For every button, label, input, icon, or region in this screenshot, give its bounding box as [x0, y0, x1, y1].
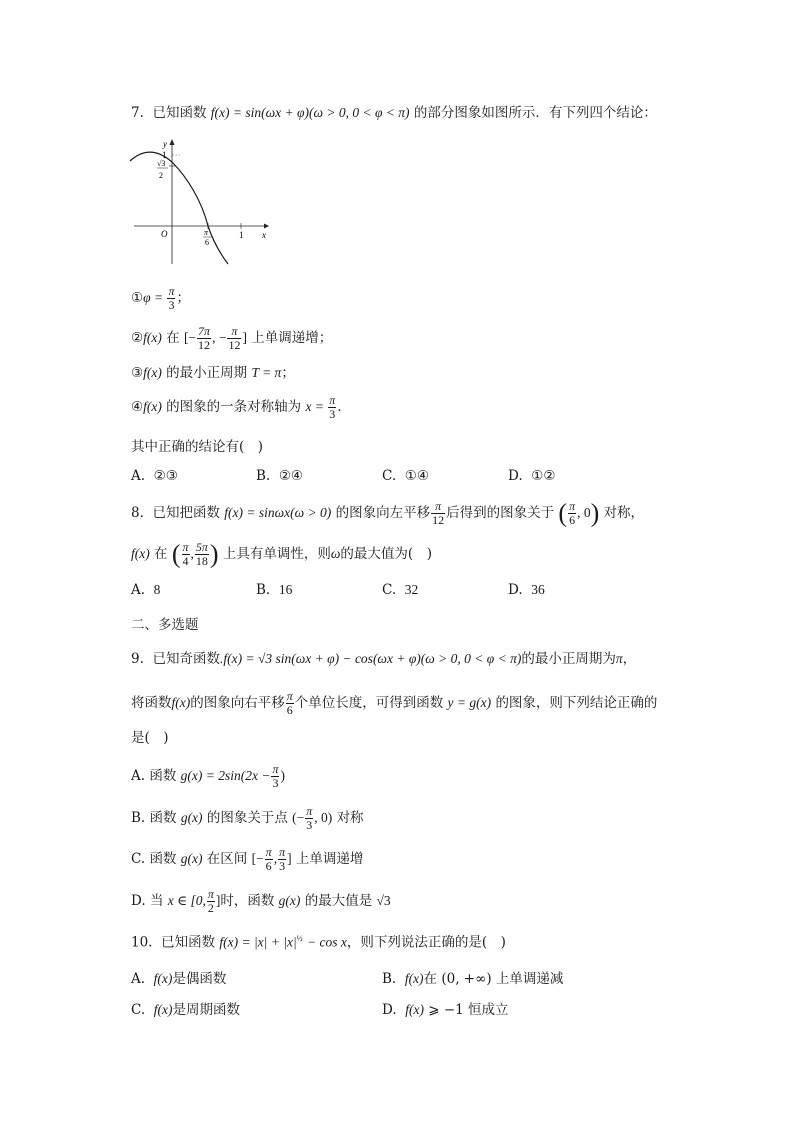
q7-stem [131, 104, 657, 122]
q7-option-d[interactable]: D. ①② [508, 468, 556, 484]
q9-option-d[interactable]: D. 当 x ∈ [0, $\frac{\pi}{2}$ ]时，函数 g(x) 的最大值是 √3 [131, 887, 391, 915]
q10-number: 10. [131, 934, 153, 951]
q8-option-d[interactable]: D. 36 [508, 582, 545, 598]
q8-number: 8. [131, 505, 144, 521]
y-tick-frac-num: √3 [157, 159, 166, 168]
y-axis-label: y [163, 139, 167, 149]
q8-stem-line2: f(x) 在 ( $\frac{\pi}{4}$ , $\frac{5\pi}{18}$ ) 上具有单调性，则ω的最大值为( ) [131, 539, 432, 569]
x-tick-frac-num: π [204, 228, 209, 237]
q7-statement-4: ④f(x) 的图象的一条对称轴为 x = $\frac{\pi}{3}$ ． [131, 393, 351, 421]
fraction: $\frac{7\pi}{12}$ [198, 324, 211, 352]
y-tick-frac-den: 2 [159, 171, 163, 180]
q9-option-a[interactable]: A. 函数 g(x) = 2sin(2x − $\frac{\pi}{3}$ ) [131, 762, 285, 790]
q9-option-b[interactable]: B. 函数 g(x) 的图象关于点 (− $\frac{\pi}{3}$ , 0) 对称 [131, 804, 364, 832]
fraction: $\frac{\pi}{12}$ [228, 324, 241, 352]
q9-stem-line3: 是( ) [131, 730, 169, 746]
q7-number: 7. [131, 105, 144, 121]
fraction: $\frac{\pi}{6}$ [286, 689, 293, 717]
q7-tail: 的部分图象如图所示．有下列四个结论： [413, 105, 657, 121]
section-heading: 二、多选题 [131, 617, 199, 633]
q10-option-a[interactable]: A. f(x)是偶函数 [131, 971, 227, 987]
q10-option-d[interactable]: D. f(x) ⩾ −1 恒成立 [382, 1002, 509, 1018]
q10-option-b[interactable]: B. f(x)在 (0, +∞) 上单调递减 [382, 971, 564, 987]
statement-mark: ① [131, 290, 144, 306]
q7-graph [128, 136, 278, 266]
q9-stem-line1: 9. 已知奇函数.f(x) = √3 sin(ωx + φ) − cos(ωx + φ)(ω > 0, 0 < φ < π)的最小正周期为π， [131, 651, 637, 667]
x-axis-label: x [262, 230, 266, 240]
q7-question: 其中正确的结论有( ) [131, 439, 264, 455]
sine-curve [130, 152, 228, 264]
q7-lead: 已知函数 [152, 105, 207, 121]
fraction: $\frac{\pi}{6}$ [265, 845, 272, 873]
q9-stem-line2: 将函数f(x)的图象向右平移 $\frac{\pi}{6}$ 个单位长度，可得到函数 y = g(x) 的图象，则下列结论正确的 [131, 689, 658, 717]
fraction: $\frac{\pi}{3}$ [272, 762, 279, 790]
x-axis-arrow [264, 224, 269, 229]
fraction: $\frac{\pi}{12}$ [432, 499, 445, 527]
y-axis-arrow [170, 139, 175, 145]
fraction: $\frac{\pi}{3}$ [279, 845, 286, 873]
q9-option-c[interactable]: C. 函数 g(x) 在区间 [− $\frac{\pi}{6}$ , $\frac{\pi}{3}$ ] 上单调递增 [131, 845, 364, 873]
q7-option-a[interactable]: A. ②③ [131, 468, 178, 484]
q8-option-b[interactable]: B. 16 [256, 582, 293, 598]
q7-statement-3: ③f(x) 的最小正周期 T = π； [131, 365, 295, 381]
q10-stem: 10. 已知函数 $f(x) = |x| + |x|^{\frac{1}{2}} - \cos x$，则下列说法正确的是( ) [131, 934, 506, 951]
q7-statement-2: ②f(x) 在 [− $\frac{7\pi}{12}$ , − $\frac{\pi}{12}$ ] 上单调递增； [131, 324, 333, 352]
fraction: $\frac{\pi}{6}$ [569, 499, 576, 527]
fraction: $\frac{\pi}{4}$ [182, 540, 189, 568]
q10-option-c[interactable]: C. f(x)是周期函数 [131, 1002, 240, 1018]
y-tick-1-label: 1 [162, 150, 167, 160]
q8-option-a[interactable]: A. 8 [131, 582, 161, 598]
q8-stem-line1: 8. 已知把函数 f(x) = sinωx(ω > 0) 的图象向左平移 $\frac{\pi}{12}$ 后得到的图象关于 ( $\frac{\pi}{6}$ , 0) 对称， [131, 498, 645, 528]
q8-option-c[interactable]: C. 32 [382, 582, 419, 598]
fraction: $\frac{\pi}{3}$ [306, 804, 313, 832]
q9-number: 9. [131, 651, 144, 667]
q7-option-c[interactable]: C. ①④ [382, 468, 429, 484]
q7-function: f(x) = sin(ωx + φ)(ω > 0, 0 < φ < π) [210, 105, 410, 120]
fraction: $\frac{\pi}{3}$ [329, 393, 336, 421]
statement-end: ； [176, 290, 190, 306]
q7-statement-1 [131, 285, 190, 312]
fraction: $\frac{5\pi}{18}$ [195, 540, 208, 568]
origin-label: O [161, 229, 168, 239]
fraction: $\frac{\pi}{2}$ [207, 887, 214, 915]
fraction: $\frac{\pi}{3}$ [168, 284, 175, 312]
x-tick-1-label: 1 [239, 230, 244, 240]
statement-expr: φ = [143, 290, 167, 305]
x-tick-frac-den: 6 [205, 238, 209, 247]
q7-option-b[interactable]: B. ②④ [256, 468, 304, 484]
